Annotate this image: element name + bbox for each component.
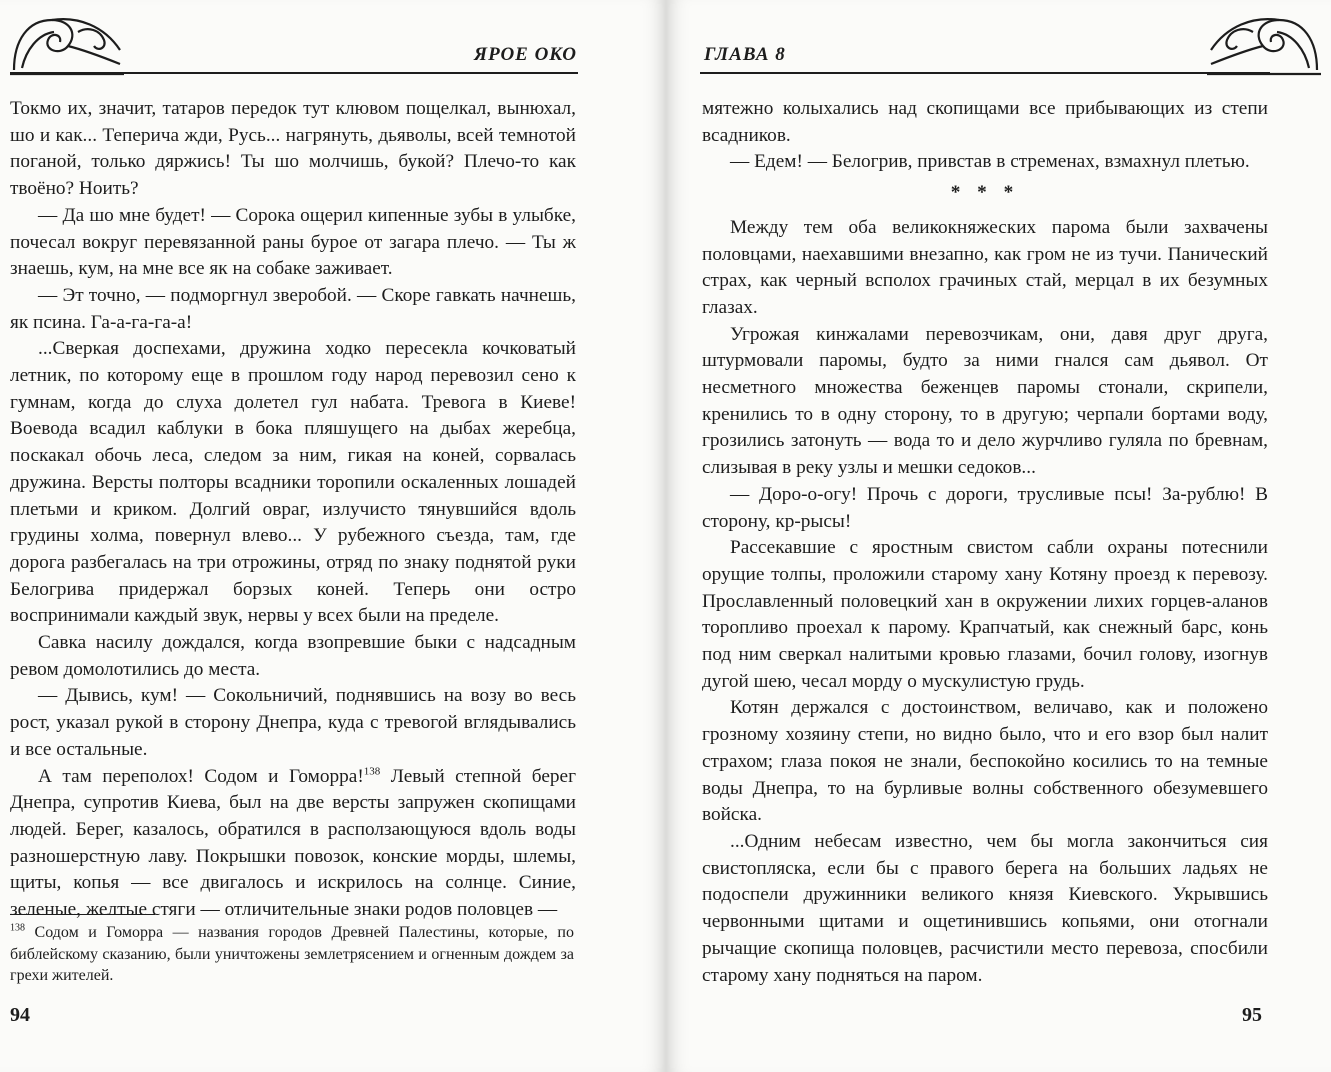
paragraph-text: Левый степной берег Днепра, супротив Киева, был на две версты запружен скопищами людей. Берег, казалось, обратился в расползающуюся вдоль воды разношерстную лаву. Покрышки повозок, конские морды, шлемы, щиты, копья — все двигалось и искрилось на солнце. Синие, зеленые, желтые стяги — отличительные знаки родов половцев — <box>10 765 577 921</box>
header-rule <box>700 72 1270 74</box>
paragraph: Между тем оба великокняжеских парома были захвачены половцами, наехавшими внезапно, как гром не из тучи. Панический страх, как черный всполох грачиных стай, мерцал в их безумных глазах. <box>702 216 1268 318</box>
ornament-right <box>1205 10 1323 78</box>
paragraph-text: А там переполох! Содом и Гоморра! <box>38 765 364 787</box>
footnote-text: Содом и Гоморра — названия городов Древней Палестины, которые, по библейскому сказанию, были уничтожены землетрясением и огненным дождем за грехи жителей. <box>10 924 574 984</box>
page-number: 95 <box>1242 1004 1262 1026</box>
paragraph: мятежно колыхались над скопищами все прибывающих из степи всадников. <box>702 98 1268 146</box>
footnote-reference[interactable]: 138 <box>363 765 381 778</box>
left-body-text <box>10 96 576 924</box>
right-page <box>666 0 1331 1072</box>
paragraph: Рассекавшие с яростным свистом сабли охраны потеснили орущие толпы, проложили старому хану Котяну проезд к перевозу. Прославленный половецкий хан в окружении лихих горцев-аланов торопливо проехал к парому. Крапчатый, как снежный барс, конь под ним сверкал налитыми кровью глазами, бочил голову, изогнув дугой шею, чесал морду о мускулистую грудь. <box>702 537 1268 692</box>
header-rule <box>10 72 578 74</box>
running-head: ГЛАВА 8 <box>704 44 786 65</box>
paragraph: — Дывись, кум! — Сокольничий, поднявшись на возу во весь рост, указал рукой в сторону Днепра, куда с тревогой вглядывались и все остальные. <box>10 685 576 760</box>
paragraph: Котян держался с достоинством, величаво, как и положено грозному хозяину степи, но видно было, что и его взор был налит страхом; глаза покоя не знали, беспокойно косились то на темные воды Днепра, то на бурливые волны собственного обезумевшего войска. <box>702 697 1268 826</box>
paragraph: ...Сверкая доспехами, дружина ходко пересекла кочковатый летник, по которому еще в прошлом году народ перевозил сено к гумнам, когда до слуха долетел гул набата. Тревога в Киеве! Воевода всадил каблуки в бока пляшущего на дыбах жеребца, поскакал обочь леса, следом за ним, гикая на коней, сорвалась дружина. Версты полторы всадники торопили оскаленных лошадей плетьми и криком. Долгий овраг, излучисто тянувшийся вдоль грудины холма, повернул влево... У рубежного съезда, там, где дорога разбегалась на три отрожины, отряд по знаку поднятой руки Белогрива придержал борзых коней. Теперь они остро воспринимали каждый звук, нервы у всех были на пределе. <box>10 338 576 627</box>
paragraph: Савка насилу дождался, когда взопревшие быки с надсадным ревом домолотились до места. <box>10 632 576 680</box>
paragraph: Угрожая кинжалами перевозчикам, они, давя друг друга, штурмовали паромы, будто за ними гнался сам дьявол. От несметного множества беженцев паромы стонали, скрипели, кренились то в одну сторону, то в другую; черпали бортами воду, грозились затонуть — вода то и дело журчливо гуляла по бревнам, слизывая в реку узлы и мешки седоков... <box>702 323 1268 479</box>
paragraph: — Едем! — Белогрив, привстав в стременах, взмахнул плетью. <box>730 151 1250 173</box>
ornament-left <box>8 10 126 78</box>
page-number: 94 <box>10 1004 30 1026</box>
paragraph: — Доро-о-огу! Прочь с дороги, трусливые псы! За-рублю! В сторону, кр-рысы! <box>702 483 1268 532</box>
paragraph: Токмо их, значит, татаров передок тут клювом пощелкал, вынюхал, шо и как... Теперича жди, Русь... нагрянуть, дьяволы, всей темнотой поганой, только дяржись! Ты шо молчишь, букой? Плечо-то как твоёно? Ноить? <box>10 98 576 200</box>
paragraph: — Да шо мне будет! — Сорока ощерил кипенные зубы в улыбке, почесал вокруг перевязанной раны бурое от загара плечо. — Ты ж знаешь, кум, на мне все як на собаке заживает. <box>10 204 576 280</box>
footnote-rule <box>10 914 155 915</box>
paragraph: — Эт точно, — подморгнул зверобой. — Скоре гавкать начнешь, як псина. Га-а-га-га-а! <box>10 284 576 333</box>
footnote-number: 138 <box>10 922 25 934</box>
running-head: ЯРОЕ ОКО <box>474 44 578 65</box>
right-body-text <box>702 96 1268 989</box>
paragraph <box>10 764 576 924</box>
paragraph: ...Одним небесам известно, чем бы могла закончиться сия свистопляска, если бы с правого берега на больших ладьях не подоспели дружинники великого князя Киевского. Укрывшись червонными щитами и ощетинившись копьями, они отогнали рычащие скопища половцев, расчистили место перевоза, спосбили старому хану подняться на паром. <box>702 830 1268 986</box>
section-separator: * * * <box>950 182 1020 204</box>
footnote <box>10 922 574 987</box>
